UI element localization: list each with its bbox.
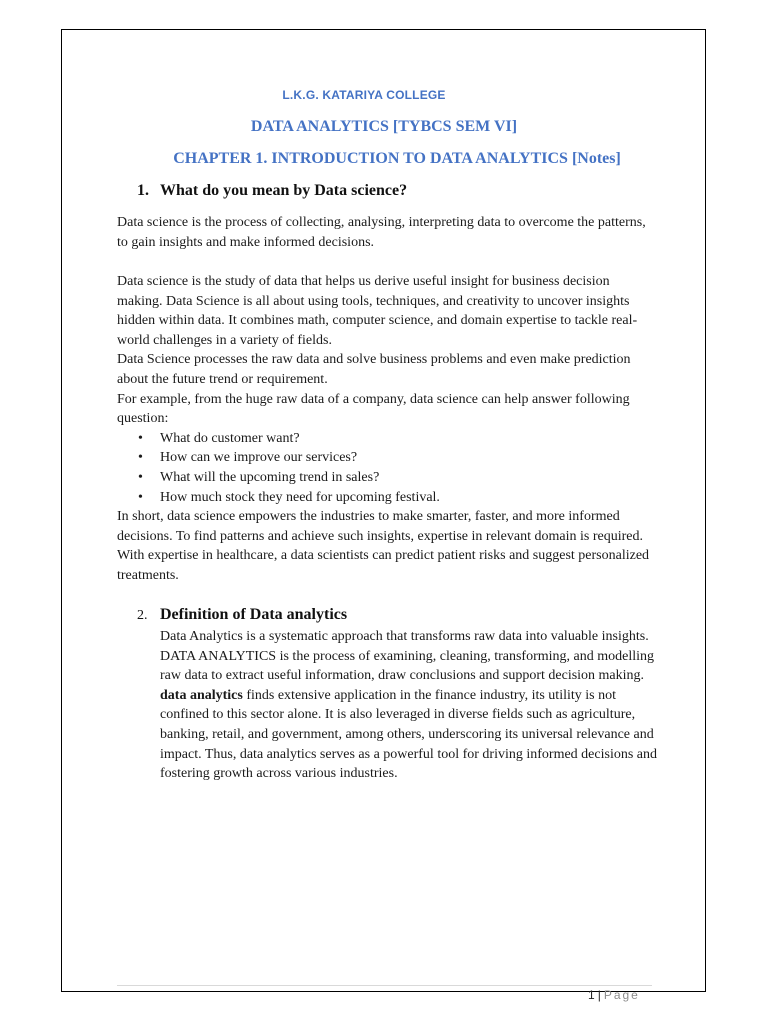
- list-item: [117, 468, 657, 488]
- bullet-icon: •: [138, 469, 143, 485]
- footer-separator: |: [597, 988, 601, 1002]
- paragraph: In short, data science empowers the industries to make smarter, faster, and more informed decisions. To find patterns and achieve such insights, expertise in relevant domain is required. With expertise in healthcare, a data scientists can predict patient risks and suggest personalized treatments.: [117, 509, 650, 583]
- paragraph: Data Analytics is a systematic approach that transforms raw data into valuable insights. DATA ANALYTICS is the process of examining, cleaning, transforming, and modelling raw data to extract useful information, draw conclusions and support decision making.: [160, 629, 655, 684]
- list-item: [117, 488, 657, 508]
- list-item: [117, 448, 657, 468]
- bullet-icon: •: [138, 450, 143, 466]
- page-number: 1: [588, 988, 595, 1002]
- bullet-icon: •: [138, 489, 143, 505]
- page-footer: [588, 988, 640, 1002]
- section1-number: 1.: [137, 182, 149, 199]
- paragraph: Data science is the study of data that helps us derive useful insight for business decision making. Data Science is all about using tools, techniques, and creativity to uncover insights hidden within data. It combines math, computer science, and domain expertise to tackle real-world challenges in a variety of fields.: [117, 274, 638, 348]
- section2-heading: [137, 606, 347, 624]
- section1-paragraph-1: [117, 213, 657, 252]
- list-item: [117, 429, 657, 449]
- bold-term: data analytics: [160, 687, 243, 703]
- section1-body: [117, 272, 657, 586]
- list-item-text: How much stock they need for upcoming festival.: [160, 489, 440, 505]
- paragraph: Data science is the process of collecting, analysing, interpreting data to overcome the patterns, to gain insights and make informed decisions.: [117, 215, 646, 250]
- bullet-icon: •: [138, 430, 143, 446]
- section2-number: 2.: [137, 608, 148, 623]
- section2-heading-text: Definition of Data analytics: [160, 606, 348, 623]
- section2-body: [160, 627, 660, 784]
- paragraph-text: finds extensive application in the finance industry, its utility is not confined to this sector alone. It is also leveraged in diverse fields such as agriculture, banking, retail, and government, among others, underscoring its universal relevance and impact. Thus, data analytics serves as a powerful tool for driving informed decisions and fostering growth across various industries.: [160, 687, 657, 782]
- section1-heading: [137, 182, 407, 200]
- paragraph: For example, from the huge raw data of a company, data science can help answer following question:: [117, 391, 630, 427]
- chapter-title: CHAPTER 1. INTRODUCTION TO DATA ANALYTICS [Notes]: [173, 150, 621, 167]
- list-item-text: How can we improve our services?: [160, 450, 358, 466]
- list-item-text: What do customer want?: [160, 430, 300, 446]
- paragraph: [160, 686, 660, 784]
- subject-title: DATA ANALYTICS [TYBCS SEM VI]: [250, 118, 518, 135]
- page-label: Page: [603, 988, 640, 1002]
- college-name: L.K.G. KATARIYA COLLEGE: [282, 88, 446, 102]
- section1-heading-text: What do you mean by Data science?: [160, 182, 408, 199]
- footer-divider: [117, 985, 652, 986]
- question-list: [117, 429, 657, 507]
- paragraph: Data Science processes the raw data and solve business problems and even make prediction about the future trend or requirement.: [117, 352, 631, 387]
- list-item-text: What will the upcoming trend in sales?: [160, 469, 380, 485]
